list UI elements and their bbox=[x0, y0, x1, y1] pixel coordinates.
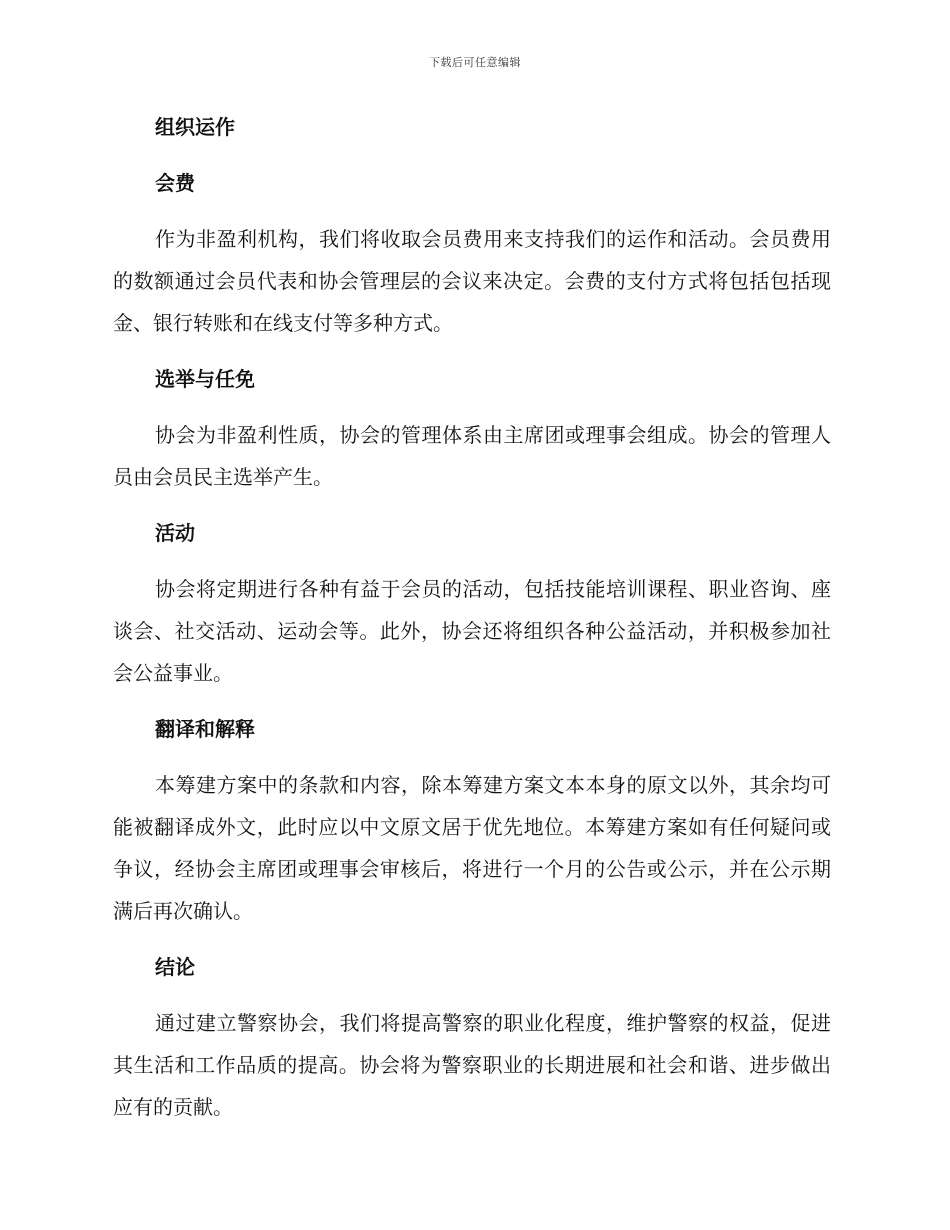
paragraph-activities: 协会将定期进行各种有益于会员的活动，包括技能培训课程、职业咨询、座谈会、社交活动、运动会等。此外，协会还将组织各种公益活动，并积极参加社会公益事业。 bbox=[113, 577, 831, 685]
section-heading-organization: 组织运作 bbox=[155, 115, 235, 139]
paragraph-translation: 本筹建方案中的条款和内容，除本筹建方案文本本身的原文以外，其余均可能被翻译成外文，此时应以中文原文居于优先地位。本筹建方案如有任何疑问或争议，经协会主席团或理事会审核后，将进行一个月的公告或公示，并在公示期满后再次确认。 bbox=[113, 773, 831, 923]
paragraph-fees: 作为非盈利机构，我们将收取会员费用来支持我们的运作和活动。会员费用的数额通过会员代表和协会管理层的会议来决定。会费的支付方式将包括包括现金、银行转账和在线支付等多种方式。 bbox=[113, 227, 831, 335]
section-heading-fees: 会费 bbox=[155, 171, 195, 195]
section-heading-translation: 翻译和解释 bbox=[155, 717, 255, 741]
page-header: 下载后可任意编辑 bbox=[429, 56, 521, 69]
document-body bbox=[113, 106, 831, 1128]
section-heading-activities: 活动 bbox=[155, 521, 195, 545]
paragraph-election: 协会为非盈利性质，协会的管理体系由主席团或理事会组成。协会的管理人员由会员民主选举产生。 bbox=[113, 423, 831, 489]
section-heading-conclusion: 结论 bbox=[155, 955, 195, 979]
paragraph-conclusion: 通过建立警察协会，我们将提高警察的职业化程度，维护警察的权益，促进其生活和工作品质的提高。协会将为警察职业的长期进展和社会和谐、进步做出应有的贡献。 bbox=[113, 1011, 831, 1119]
section-heading-election: 选举与任免 bbox=[155, 367, 255, 391]
